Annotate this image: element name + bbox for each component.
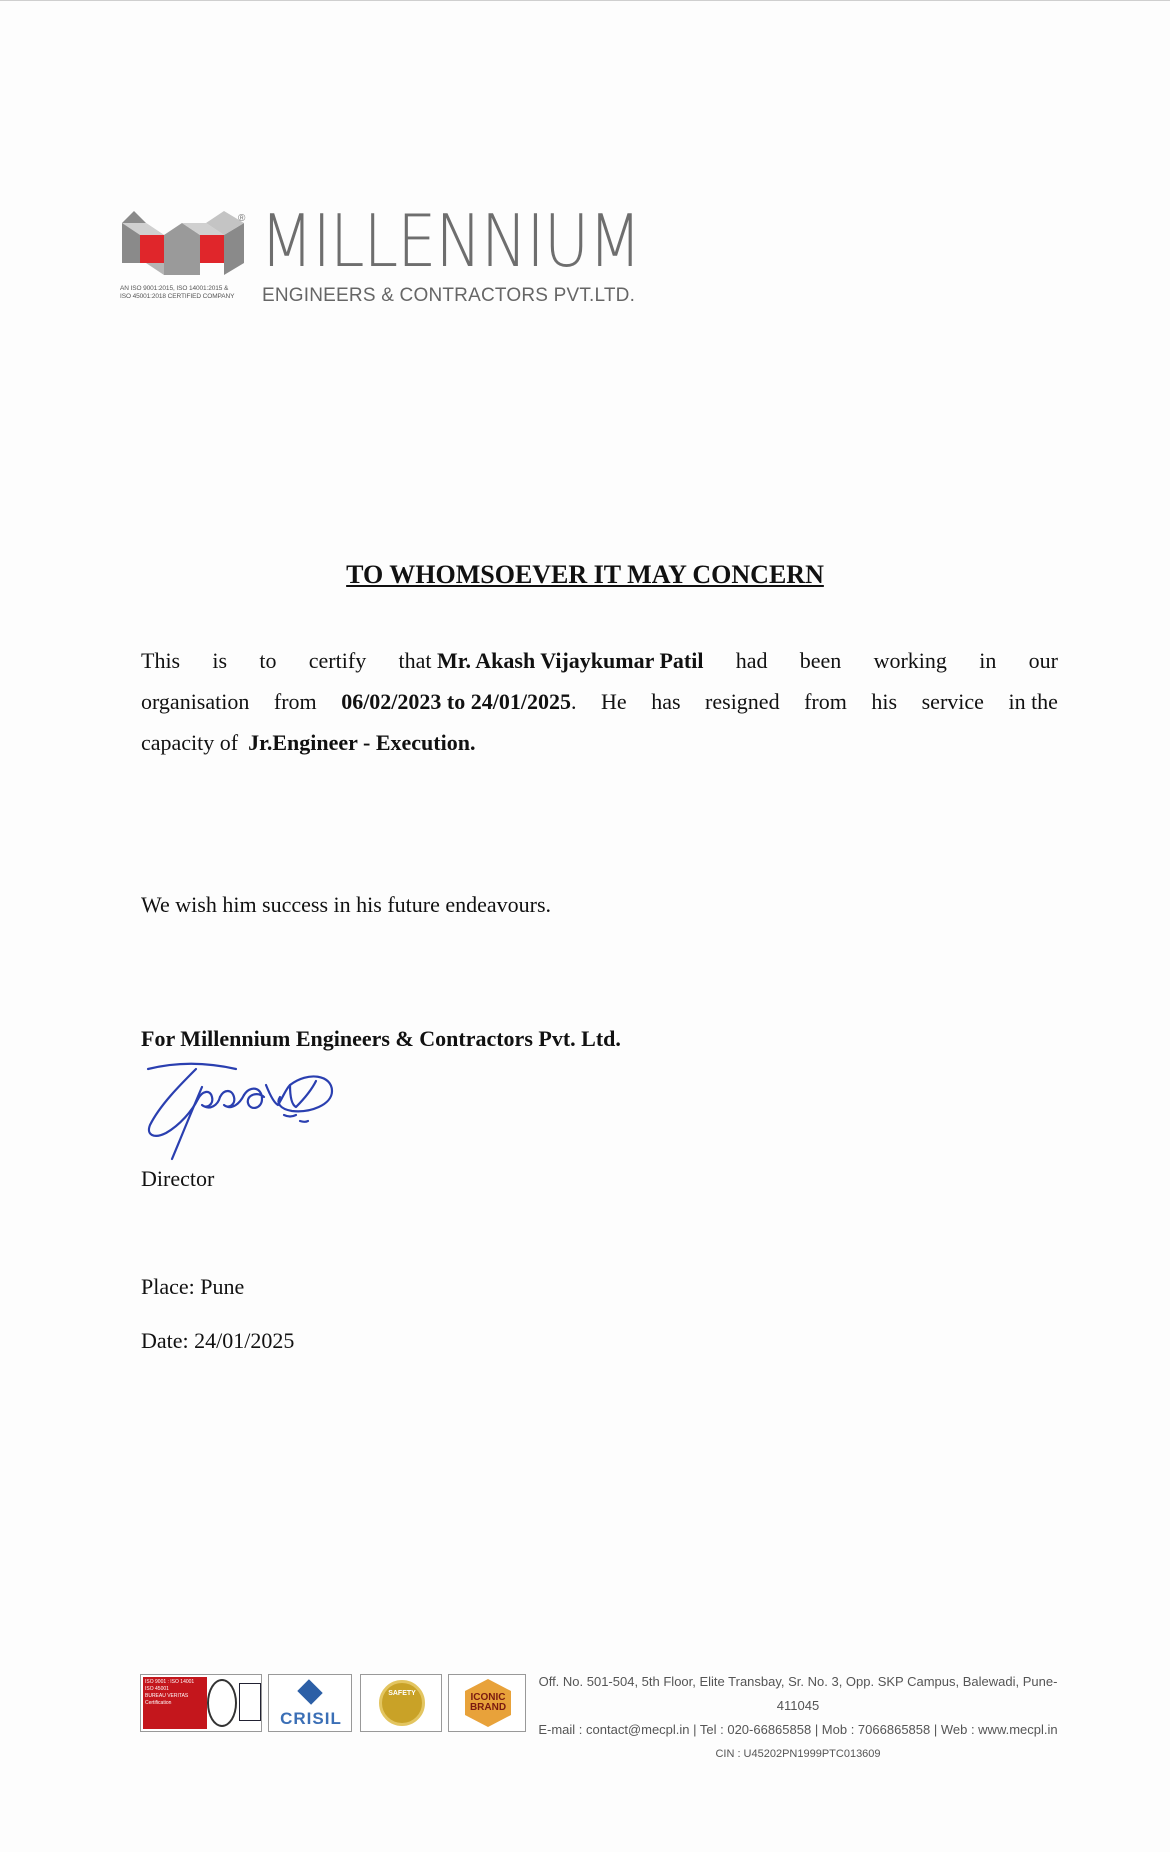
word: certify [308, 648, 367, 673]
contact-details: E-mail : contact@mecpl.in | Tel : 020-66865858 | Mob : 7066865858 | Web : www.mecpl.in [538, 1722, 1058, 1737]
brand-line: BRAND [469, 1702, 507, 1713]
crisil-cube-icon [297, 1679, 322, 1704]
ukas-mark-icon [239, 1683, 261, 1721]
date-line: Date: 24/01/2025 [141, 1328, 295, 1353]
paragraph-line-3 [141, 722, 1058, 763]
word-group [398, 640, 703, 681]
brand-line: ICONIC [470, 1692, 506, 1703]
place-line: Place: Pune [141, 1274, 245, 1299]
word: from [273, 689, 317, 714]
word: working [873, 648, 947, 673]
word: in [979, 648, 997, 673]
word: is [212, 648, 228, 673]
page-top-border [0, 0, 1170, 1]
word: service [921, 689, 984, 714]
company-logo [120, 199, 641, 315]
word: that [398, 648, 432, 673]
safety-award-badge [360, 1674, 442, 1732]
logo-mark-icon [120, 205, 250, 285]
word: in the [1008, 689, 1058, 714]
for-company-line: For Millennium Engineers & Contractors Pvt. Ltd. [141, 1026, 621, 1051]
word: had [735, 648, 768, 673]
word: his [871, 689, 898, 714]
certification-text [143, 1677, 207, 1729]
logo-company-subtitle: ENGINEERS & CONTRACTORS PVT.LTD. [262, 285, 636, 306]
word: from [804, 689, 847, 714]
paragraph-line-2 [141, 681, 1058, 722]
word: . [570, 689, 577, 714]
iconic-brand-badge [448, 1674, 526, 1732]
word-group [341, 681, 576, 722]
brand-text [449, 1693, 526, 1713]
logo-company-name: MILLENNIUM [260, 199, 641, 283]
cin-number: CIN : U45202PN1999PTC013609 [715, 1748, 881, 1760]
office-address: Off. No. 501-504, 5th Floor, Elite Transbay, Sr. No. 3, Opp. SKP Campus, Balewadi, Pune-411045 [538, 1674, 1058, 1713]
word: He [601, 689, 627, 714]
employee-name: Mr. Akash Vijaykumar Patil [436, 648, 704, 673]
cert-line: Certification [145, 1700, 172, 1706]
iso-line-1: AN ISO 9001:2015, ISO 14001:2015 & [120, 285, 229, 292]
word: resigned [705, 689, 780, 714]
certificate-paragraph [141, 640, 1058, 763]
letter-heading: TO WHOMSOEVER IT MAY CONCERN [346, 560, 824, 589]
iso-certification-text [120, 285, 250, 301]
word: been [799, 648, 842, 673]
footer-address-block [526, 1670, 1070, 1766]
cert-line: BUREAU VERITAS [145, 1693, 189, 1699]
letterhead-footer [140, 1670, 1070, 1760]
crisil-badge [268, 1674, 352, 1732]
iso-line-2: ISO 45001:2018 CERTIFIED COMPANY [120, 293, 235, 300]
employment-period: 06/02/2023 to 24/01/2025 [341, 689, 571, 714]
word: our [1028, 648, 1058, 673]
bureau-veritas-seal-icon [207, 1679, 237, 1727]
signatory-title: Director [141, 1166, 215, 1191]
word: capacity of [141, 730, 239, 755]
word: organisation [141, 689, 250, 714]
wish-line: We wish him success in his future endeavours. [141, 892, 552, 917]
paragraph-line-1 [141, 640, 1058, 681]
cert-line: ISO 9001 : ISO 14001 [145, 1679, 195, 1685]
word: to [259, 648, 277, 673]
certification-badge [140, 1674, 262, 1732]
director-signature [140, 1055, 350, 1165]
safety-medal-icon [379, 1680, 425, 1726]
word: has [651, 689, 681, 714]
word: This [141, 648, 181, 673]
registered-mark: ® [238, 213, 246, 224]
cert-line: ISO 45001 [145, 1686, 169, 1692]
designation: Jr.Engineer - Execution. [248, 730, 476, 755]
crisil-text: CRISIL [280, 1709, 342, 1728]
safety-text: SAFETY [388, 1690, 416, 1697]
